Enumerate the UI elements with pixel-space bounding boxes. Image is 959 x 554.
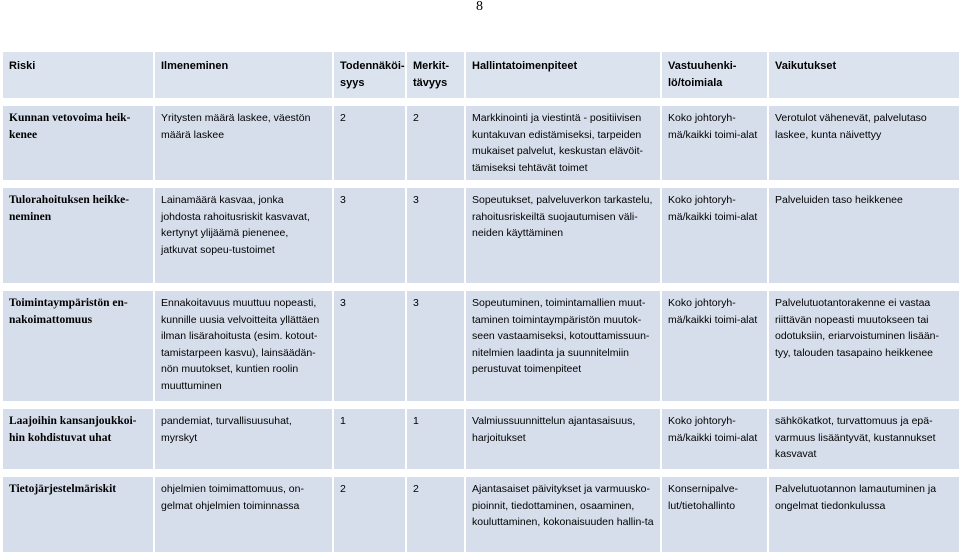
table-row: [3, 291, 959, 401]
page-number: 8: [476, 0, 483, 14]
effects-cell: Palveluiden taso heikkenee: [769, 188, 959, 283]
occurrence-cell: Lainamäärä kasvaa, jonka johdosta rahoitusriskit kasvavat, kertynyt ylijäämä pienenee, jatkuvat sopeu-tustoimet: [155, 188, 332, 283]
header-management: Hallintatoimenpiteet: [466, 52, 660, 98]
table-header-row: [3, 52, 959, 98]
table-row: [3, 477, 959, 552]
significance-cell: 3: [407, 291, 464, 401]
effects-cell: sähkökatkot, turvattomuus ja epä-varmuus lisääntyvät, kustannukset kasvavat: [769, 409, 959, 469]
occurrence-cell: pandemiat, turvallisuusuhat, myrskyt: [155, 409, 332, 469]
occurrence-cell: ohjelmien toimimattomuus, on-gelmat ohjelmien toiminnassa: [155, 477, 332, 552]
significance-cell: 3: [407, 188, 464, 283]
management-cell: Valmiussuunnittelun ajantasaisuus, harjoitukset: [466, 409, 660, 469]
management-cell: Sopeutuminen, toimintamallien muut-taminen toimintaympäristön muutok-seen vastaamiseksi, kotouttamissuun-nitelmien laadinta ja suunnitelmiin perustuvat toimenpiteet: [466, 291, 660, 401]
significance-cell: 2: [407, 106, 464, 180]
effects-cell: Verotulot vähenevät, palvelutaso laskee, kunta näivettyy: [769, 106, 959, 180]
responsible-cell: Koko johtoryh-mä/kaikki toimi-alat: [662, 409, 767, 469]
effects-cell: Palvelutuotantorakenne ei vastaa riittävän nopeasti muutokseen tai odotuksiin, eriarvoistuminen lisään-tyy, talouden tasapaino heikkenee: [769, 291, 959, 401]
responsible-cell: Koko johtoryh-mä/kaikki toimi-alat: [662, 106, 767, 180]
occurrence-cell: Ennakoitavuus muuttuu nopeasti, kunnille uusia velvoitteita yllättäen ilman lisärahoitusta (esim. kotout-tamistarpeen kasvu), lainsäädän-nön muutokset, kuntien roolin muuttuminen: [155, 291, 332, 401]
risk-cell: Kunnan vetovoima heik-kenee: [3, 106, 153, 180]
management-cell: Ajantasaiset päivitykset ja varmuusko-pioinnit, tiedottaminen, osaaminen, kouluttaminen, kokonaisuuden hallin-ta: [466, 477, 660, 552]
probability-cell: 3: [334, 188, 405, 283]
probability-cell: 2: [334, 477, 405, 552]
table-row: [3, 188, 959, 283]
responsible-cell: Koko johtoryh-mä/kaikki toimi-alat: [662, 188, 767, 283]
risk-cell: Tulorahoituksen heikke-neminen: [3, 188, 153, 283]
probability-cell: 3: [334, 291, 405, 401]
occurrence-cell: Yritysten määrä laskee, väestön määrä laskee: [155, 106, 332, 180]
management-cell: Sopeutukset, palveluverkon tarkastelu, rahoitusriskeiltä suojautumisen väli-neiden käyttäminen: [466, 188, 660, 283]
significance-cell: 1: [407, 409, 464, 469]
header-significance: Merkit-tävyys: [407, 52, 464, 98]
significance-cell: 2: [407, 477, 464, 552]
header-probability: Todennäköi-syys: [334, 52, 405, 98]
management-cell: Markkinointi ja viestintä - positiivisen kuntakuvan edistämiseksi, tarpeiden mukaiset palvelut, keskustan elävöit-tämiseksi tehtävät toimet: [466, 106, 660, 180]
header-effects: Vaikutukset: [769, 52, 959, 98]
probability-cell: 1: [334, 409, 405, 469]
effects-cell: Palvelutuotannon lamautuminen ja ongelmat tiedonkulussa: [769, 477, 959, 552]
header-risk: Riski: [3, 52, 153, 98]
risk-cell: Tietojärjestelmäriskit: [3, 477, 153, 552]
probability-cell: 2: [334, 106, 405, 180]
table-row: [3, 409, 959, 469]
responsible-cell: Konsernipalve-lut/tietohallinto: [662, 477, 767, 552]
risk-cell: Toimintaympäristön en-nakoimattomuus: [3, 291, 153, 401]
risk-cell: Laajoihin kansanjoukkoi-hin kohdistuvat uhat: [3, 409, 153, 469]
header-occurrence: Ilmeneminen: [155, 52, 332, 98]
risk-table: [1, 50, 959, 554]
table-row: [3, 106, 959, 180]
responsible-cell: Koko johtoryh-mä/kaikki toimi-alat: [662, 291, 767, 401]
header-responsible: Vastuuhenki-lö/toimiala: [662, 52, 767, 98]
